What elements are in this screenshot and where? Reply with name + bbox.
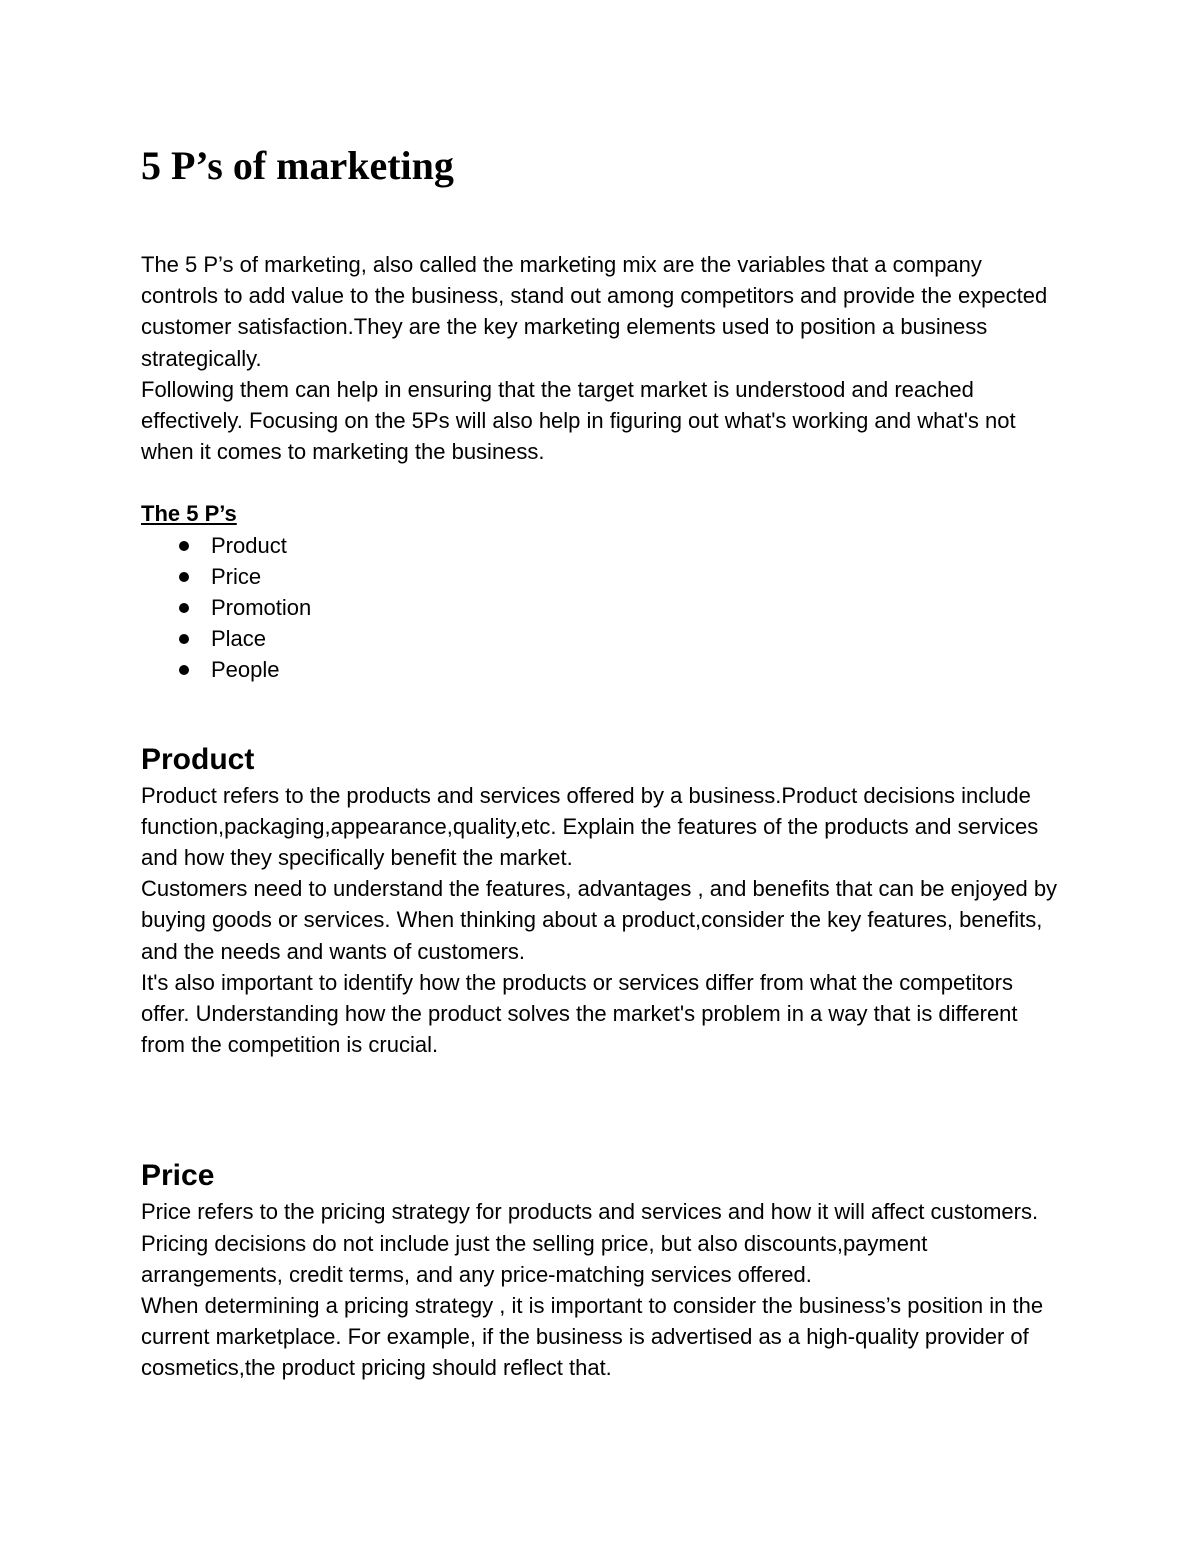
section-paragraph: Product refers to the products and services offered by a business.Product decisions include function,packaging,appearance,quality,etc. Explain the features of the products and services and how they specifically benefit the market. <box>141 782 1039 871</box>
bullet-icon <box>179 572 189 582</box>
section-heading-product: Product <box>141 742 255 776</box>
list-item-label: Promotion <box>211 595 312 621</box>
list-item-label: Place <box>211 626 267 652</box>
section-paragraph: Price refers to the pricing strategy for products and services and how it will affect customers. Pricing decisions do not include just the selling price, but also discounts,payment arrangements, credit terms, and any price-matching services offered. <box>141 1199 1039 1287</box>
bullet-icon <box>179 665 189 675</box>
list-item-label: Price <box>211 563 262 589</box>
list-item-label: Product <box>211 532 287 558</box>
intro-paragraph: The 5 P’s of marketing, also called the marketing mix are the variables that a company controls to add value to the business, stand out among competitors and provide the expected customer satisfaction.They are the key marketing elements used to position a business strategically. <box>141 252 1048 371</box>
product-section-text <box>141 780 1061 1061</box>
bullet-icon <box>179 634 189 644</box>
five-ps-subheading: The 5 P’s <box>141 501 237 527</box>
document-page <box>141 140 1061 1384</box>
intro-text <box>141 249 1061 467</box>
bullet-icon <box>179 603 189 613</box>
intro-paragraph: Following them can help in ensuring that the target market is understood and reached effectively. Focusing on the 5Ps will also help in figuring out what's working and what's not when it comes to marketing the business. <box>141 376 1016 465</box>
document-title: 5 P’s of marketing <box>141 143 454 188</box>
list-item <box>141 592 1061 623</box>
list-item <box>141 623 1061 654</box>
five-ps-list <box>141 530 1061 686</box>
section-heading-price: Price <box>141 1159 215 1193</box>
list-item <box>141 561 1061 592</box>
price-section-text <box>141 1196 1061 1383</box>
section-paragraph: When determining a pricing strategy , it is important to consider the business’s position in the current marketplace. For example, if the business is advertised as a high-quality provider of cosmetics,the product pricing should reflect that. <box>141 1293 1044 1381</box>
list-item <box>141 530 1061 561</box>
section-paragraph: It's also important to identify how the products or services differ from what the competitors offer. Understanding how the product solves the market's problem in a way that is different from the competition is crucial. <box>141 969 1018 1058</box>
section-paragraph: Customers need to understand the features, advantages , and benefits that can be enjoyed by buying goods or services. When thinking about a product,consider the key features, benefits, and the needs and wants of customers. <box>141 876 1058 964</box>
list-item-label: People <box>211 657 280 683</box>
bullet-icon <box>179 541 189 551</box>
list-item <box>141 654 1061 685</box>
